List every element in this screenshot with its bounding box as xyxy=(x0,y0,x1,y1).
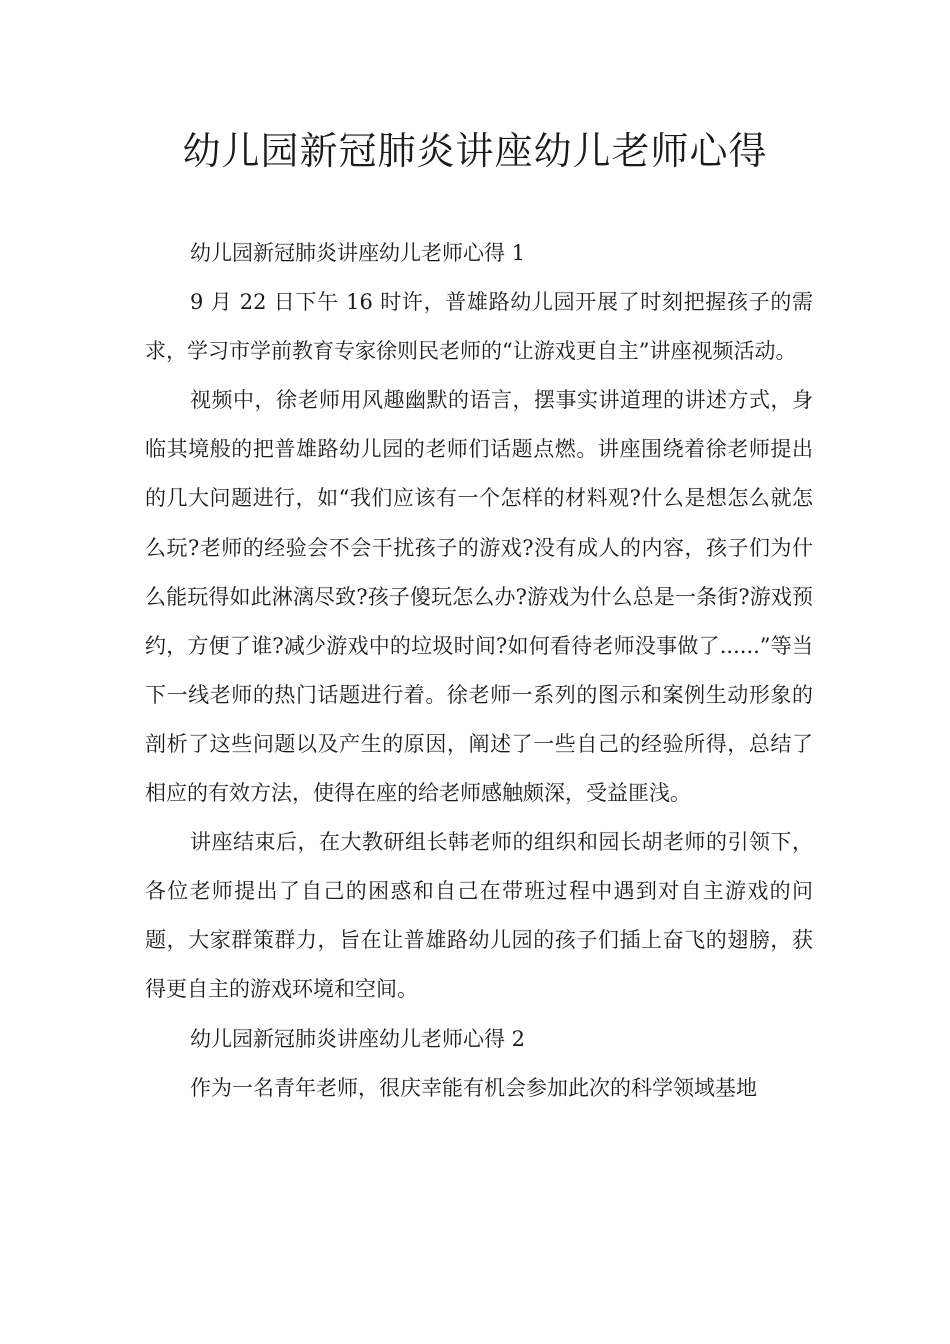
paragraph-3: 讲座结束后，在大教研组长韩老师的组织和园长胡老师的引领下，各位老师提出了自己的困惑和自己在带班过程中遇到对自主游戏的问题，大家群策群力，旨在让普雄路幼儿园的孩子们插上奋飞的翅膀，获得更自主的游戏环境和空间。 xyxy=(145,830,813,1002)
paragraph-2: 视频中，徐老师用风趣幽默的语言，摆事实讲道理的讲述方式，身临其境般的把普雄路幼儿园的老师们话题点燃。讲座围绕着徐老师提出的几大问题进行，如“我们应该有一个怎样的材料观?什么是想怎么就怎么玩?老师的经验会不会干扰孩子的游戏?没有成人的内容，孩子们为什么能玩得如此淋漓尽致?孩子傻玩怎么办?游戏为什么总是一条街?游戏预约，方便了谁?减少游戏中的垃圾时间?如何看待老师没事做了......”等当下一线老师的热门话题进行着。徐老师一系列的图示和案例生动形象的剖析了这些问题以及产生的原因，阐述了一些自己的经验所得，总结了相应的有效方法，使得在座的给老师感触颇深，受益匪浅。 xyxy=(145,388,813,806)
document-title: 幼儿园新冠肺炎讲座幼儿老师心得 xyxy=(182,129,768,173)
paragraph-4: 作为一名青年老师，很庆幸能有机会参加此次的科学领域基地 xyxy=(190,1075,757,1100)
section-heading-2: 幼儿园新冠肺炎讲座幼儿老师心得 2 xyxy=(190,1026,526,1051)
document-body xyxy=(145,229,813,1113)
section-heading-1: 幼儿园新冠肺炎讲座幼儿老师心得 1 xyxy=(190,241,526,265)
paragraph-1: 9 月 22 日下午 16 时许，普雄路幼儿园开展了时刻把握孩子的需求，学习市学前教育专家徐则民老师的“让游戏更自主”讲座视频活动。 xyxy=(145,290,813,364)
